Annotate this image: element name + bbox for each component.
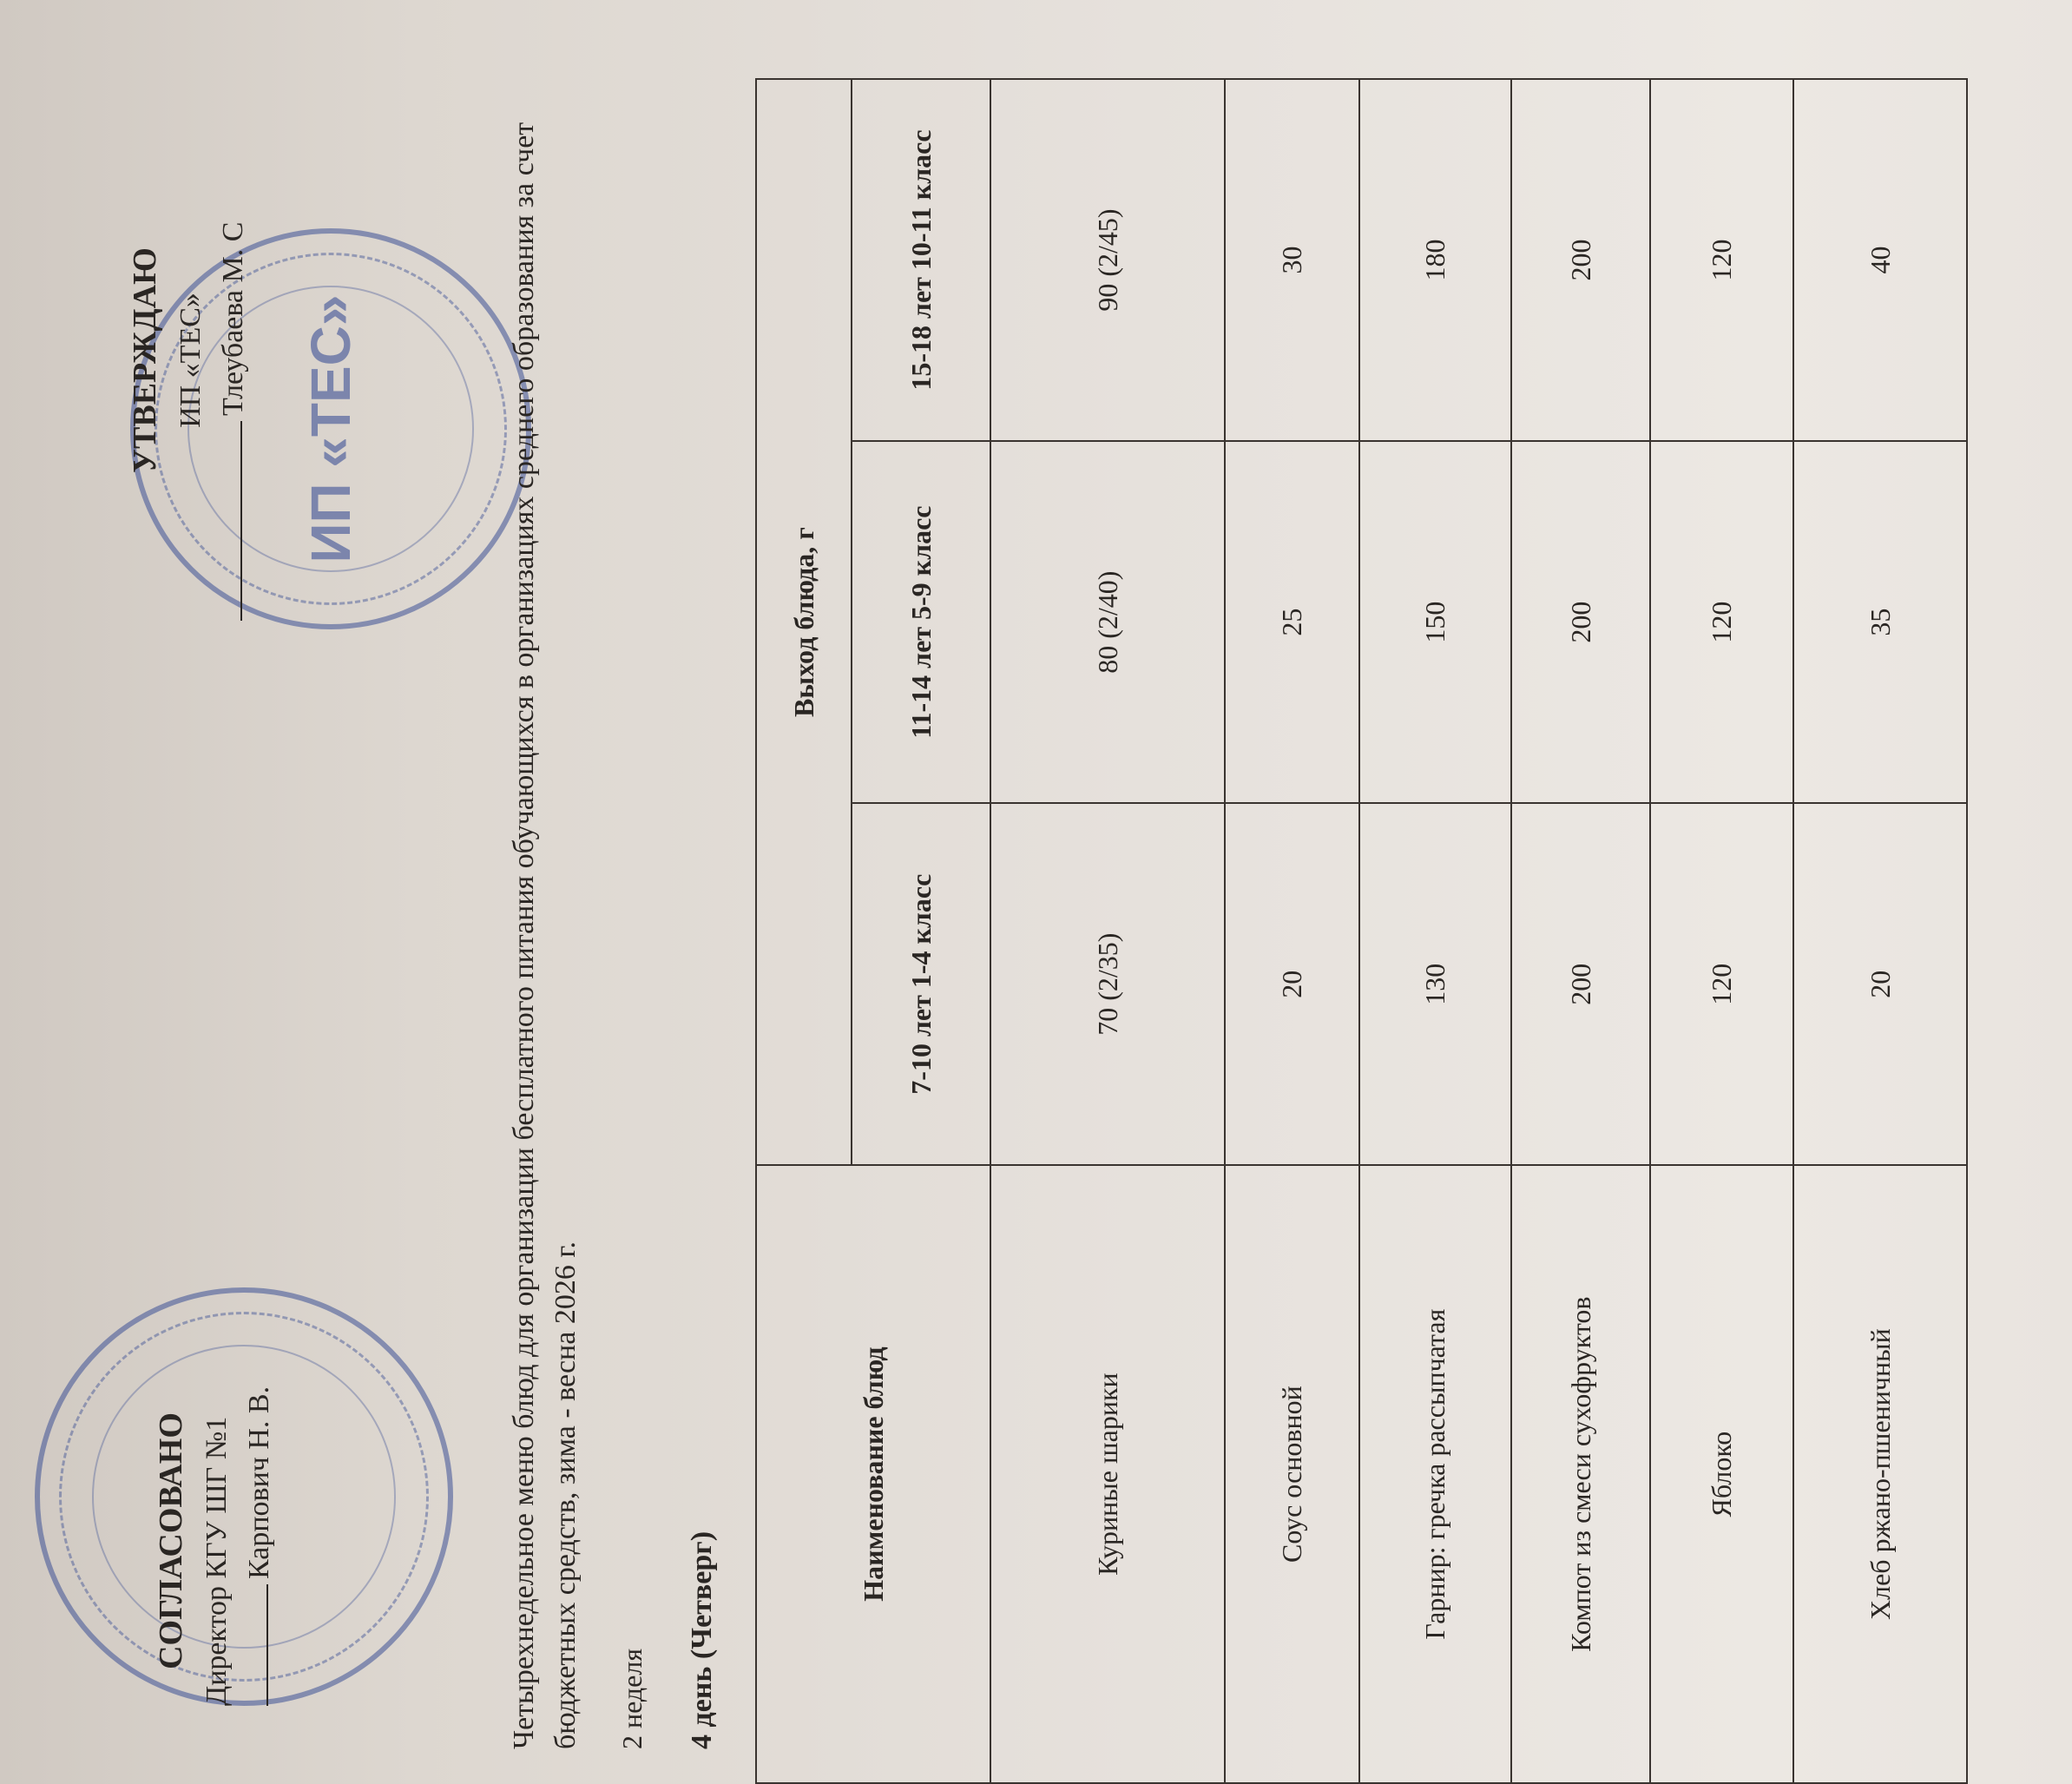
dish-value: 130 — [1359, 803, 1511, 1165]
table-row — [1793, 79, 1967, 1783]
dish-value: 200 — [1511, 803, 1650, 1165]
approval-left-name: Карпович Н. В. — [243, 1386, 276, 1579]
dish-value: 40 — [1793, 79, 1967, 441]
approval-left-title: СОГЛАСОВАНО — [153, 1412, 189, 1669]
dish-name: Компот из смеси сухофруктов — [1511, 1165, 1650, 1783]
signature-line — [240, 421, 242, 621]
approval-left-signature-row — [238, 1098, 280, 1706]
table-row — [1511, 79, 1650, 1783]
dish-value: 120 — [1650, 441, 1793, 803]
dish-value: 70 (2/35) — [990, 803, 1225, 1165]
approval-left-position: Директор КГУ ШГ №1 — [201, 1416, 234, 1706]
table-row — [990, 79, 1225, 1783]
dish-value: 20 — [1225, 803, 1359, 1165]
signature-line — [266, 1584, 268, 1706]
dish-value: 90 (2/45) — [990, 79, 1225, 441]
dish-value: 200 — [1511, 79, 1650, 441]
dish-value: 80 (2/40) — [990, 441, 1225, 803]
table-row — [1359, 79, 1511, 1783]
approval-left-block — [148, 1098, 281, 1706]
company-seal-text: ИП «ТЕС» — [299, 294, 362, 563]
dish-name: Куриные шарики — [990, 1165, 1225, 1783]
dish-value: 20 — [1793, 803, 1967, 1165]
week-label: 2 неделя — [616, 1648, 648, 1749]
document-title: Четырехнедельное меню блюд для организации бесплатного питания обучающихся в организациях среднего образования за счет бюджетных средств, зима - весна 2026 г. — [508, 122, 582, 1749]
table-row — [1650, 79, 1793, 1783]
dish-name: Хлеб ржано-пшеничный — [1793, 1165, 1967, 1783]
dish-value: 120 — [1650, 79, 1793, 441]
dish-value: 200 — [1511, 441, 1650, 803]
table-header-row — [756, 79, 852, 1783]
approval-right-org: ИП «ТЕС» — [174, 293, 207, 428]
header-age-group-1: 7-10 лет 1-4 класс — [852, 803, 990, 1165]
dish-value: 120 — [1650, 803, 1793, 1165]
dish-name: Яблоко — [1650, 1165, 1793, 1783]
approval-right-name: Тлеубаева М. С — [217, 221, 250, 416]
approval-right-block — [122, 56, 255, 621]
header-output: Выход блюда, г — [756, 79, 852, 1165]
dish-name: Гарнир: гречка рассыпчатая — [1359, 1165, 1511, 1783]
dish-value: 30 — [1225, 79, 1359, 441]
header-age-group-3: 15-18 лет 10-11 класс — [852, 79, 990, 441]
approval-right-title: УТВЕРЖДАЮ — [127, 247, 163, 473]
header-dish-name: Наименование блюд — [756, 1165, 990, 1783]
menu-table — [755, 78, 1968, 1784]
day-label: 4 день (Четверг) — [686, 1531, 718, 1749]
dish-value: 35 — [1793, 441, 1967, 803]
dish-name: Соус основной — [1225, 1165, 1359, 1783]
header-age-group-2: 11-14 лет 5-9 класс — [852, 441, 990, 803]
table-row — [1225, 79, 1359, 1783]
dish-value: 180 — [1359, 79, 1511, 441]
dish-value: 25 — [1225, 441, 1359, 803]
dish-value: 150 — [1359, 441, 1511, 803]
approval-right-signature-row — [212, 56, 254, 621]
